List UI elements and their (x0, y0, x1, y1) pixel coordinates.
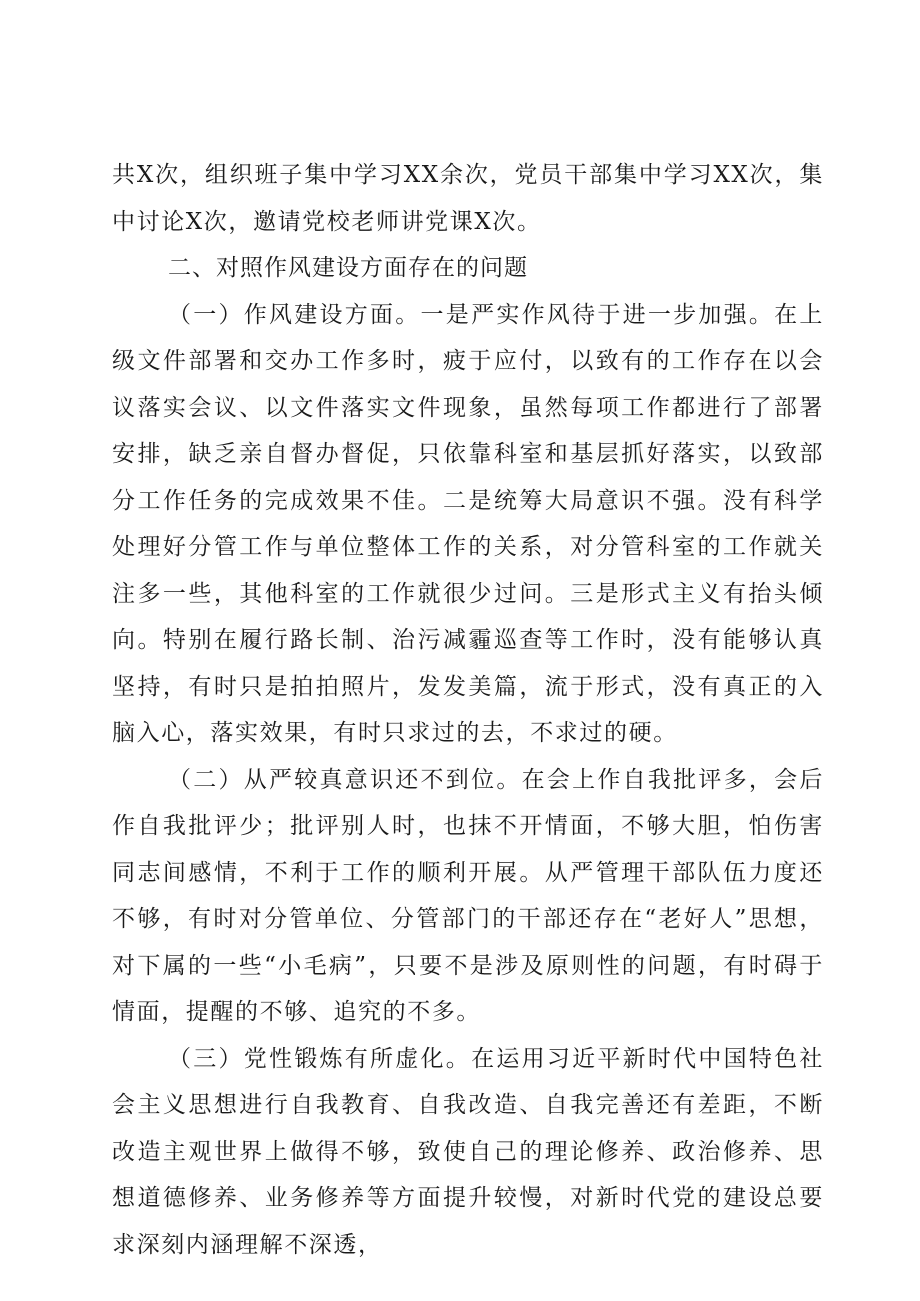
section-heading: 二、对照作风建设方面存在的问题 (168, 255, 528, 281)
paragraph-item-3: （三）党性锻炼有所虚化。在运用习近平新时代中国特色社会主义思想进行自我教育、自我改造、自我完善还有差距，不断改造主观世界上做得不够，致使自己的理论修养、政治修养、思想道德修养、业务修养等方面提升较慢，对新时代党的建设总要求深刻内涵理解不深透， (112, 1045, 824, 1258)
paragraph-item-1: （一）作风建设方面。一是严实作风待于进一步加强。在上级文件部署和交办工作多时，疲于应付，以致有的工作存在以会议落实会议、以文件落实文件现象，虽然每项工作都进行了部署安排，缺乏亲自督办督促，只依靠科室和基层抓好落实，以致部分工作任务的完成效果不佳。二是统筹大局意识不强。没有科学处理好分管工作与单位整体工作的关系，对分管科室的工作就关注多一些，其他科室的工作就很少过问。三是形式主义有抬头倾向。特别在履行路长制、治污减霾巡查等工作时，没有能够认真坚持，有时只是拍拍照片，发发美篇，流于形式，没有真正的入脑入心，落实效果，有时只求过的去，不求过的硬。 (112, 301, 824, 746)
document-body (112, 152, 824, 1268)
paragraph-item-2: （二）从严较真意识还不到位。在会上作自我批评多，会后作自我批评少；批评别人时，也抹不开情面，不够大胆，怕伤害同志间感情，不利于工作的顺利开展。从严管理干部队伍力度还不够，有时对分管单位、分管部门的干部还存在“老好人”思想，对下属的一些“小毛病”，只要不是涉及原则性的问题，有时碍于情面，提醒的不够、追究的不多。 (112, 766, 824, 1025)
paragraph-continuation: 共X次，组织班子集中学习XX余次，党员干部集中学习XX次，集中讨论X次，邀请党校老师讲党课X次。 (112, 162, 824, 235)
